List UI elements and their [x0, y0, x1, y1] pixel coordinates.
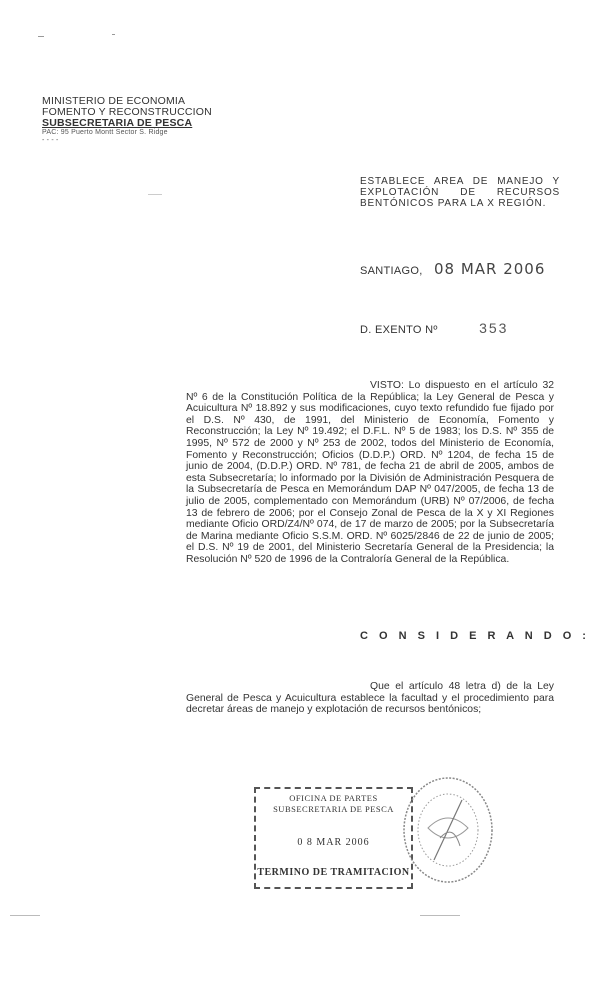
- decree-number: 353: [479, 320, 509, 336]
- decree-line: [360, 320, 508, 336]
- undersecretariat-name: SUBSECRETARIA DE PESCA: [42, 117, 193, 129]
- letterhead: [42, 96, 212, 145]
- considerando-paragraph: Que el artículo 48 letra d) de la Ley General de Pesca y Acuicultura establece la facultad y el procedimiento para decretar áreas de manejo y explotación de recursos bentónicos;: [186, 681, 554, 716]
- ministry-subtitle: FOMENTO Y RECONSTRUCCION: [42, 106, 212, 118]
- considerando-heading: C O N S I D E R A N D O :: [360, 630, 590, 642]
- stamp-footer: TERMINO DE TRAMITACION: [257, 867, 410, 878]
- ministry-name: MINISTERIO DE ECONOMIA: [42, 95, 186, 107]
- scan-mark: [148, 194, 162, 195]
- address-line-2: - - - -: [42, 137, 59, 144]
- scan-mark: [112, 34, 115, 35]
- scan-mark: [38, 36, 44, 37]
- stamp-office: OFICINA DE PARTES: [289, 793, 378, 803]
- address-line: PAC: 95 Puerto Montt Sector S. Ridge: [42, 129, 168, 136]
- official-seal-icon: [398, 768, 498, 888]
- date-label: SANTIAGO,: [360, 265, 423, 277]
- date-line: [360, 260, 545, 278]
- bottom-rule: [10, 915, 40, 916]
- decree-label: D. EXENTO Nº: [360, 324, 438, 336]
- stamp-agency: SUBSECRETARIA DE PESCA: [273, 804, 394, 814]
- visto-paragraph: VISTO: Lo dispuesto en el artículo 32 Nº 6 de la Constitución Política de la República; la Ley General de Pesca y Acuicultura Nº 18.892 y sus modificaciones, cuyo texto refundido fue fijado por el D.S. Nº 430, de 1991, del Ministerio de Economía, Fomento y Reconstrucción; la Ley Nº 19.492; el D.F.L. Nº 5 de 1983; los D.S. Nº 355 de 1995, Nº 572 de 2000 y Nº 253 de 2002, todos del Ministerio de Economía, Fomento y Reconstrucción; Oficios (D.D.P.) ORD. Nº 1204, de fecha 15 de junio de 2004, (D.D.P.) ORD. Nº 781, de fecha 21 de abril de 2005, ambos de esta Subsecretaría; lo informado por la División de Administración Pesquera de la Subsecretaría de Pesca en Memorándum DAP Nº 047/2005, de fecha 13 de julio de 2005, complementado con Memorándum (URB) Nº 07/2006, de fecha 13 de febrero de 2006; por el Consejo Zonal de Pesca de la X y XI Regiones mediante Oficio ORD/Z4/Nº 074, de 17 de marzo de 2005; por la Subsecretaría de Marina mediante Oficio S.S.M. ORD. Nº 6025/2846 de 22 de junio de 2005; el D.S. Nº 19 de 2001, del Ministerio Secretaría General de la Presidencia; la Resolución Nº 520 de 1996 de la Contraloría General de la República.: [186, 380, 554, 565]
- stamp-date: 0 8 MAR 2006: [297, 837, 370, 848]
- bottom-rule: [420, 915, 460, 916]
- date-stamp-value: 08 MAR 2006: [433, 260, 546, 278]
- document-subject: ESTABLECE AREA DE MANEJO Y EXPLOTACIÓN DE RECURSOS BENTÓNICOS PARA LA X REGIÓN.: [360, 176, 560, 209]
- reception-stamp: [254, 787, 413, 889]
